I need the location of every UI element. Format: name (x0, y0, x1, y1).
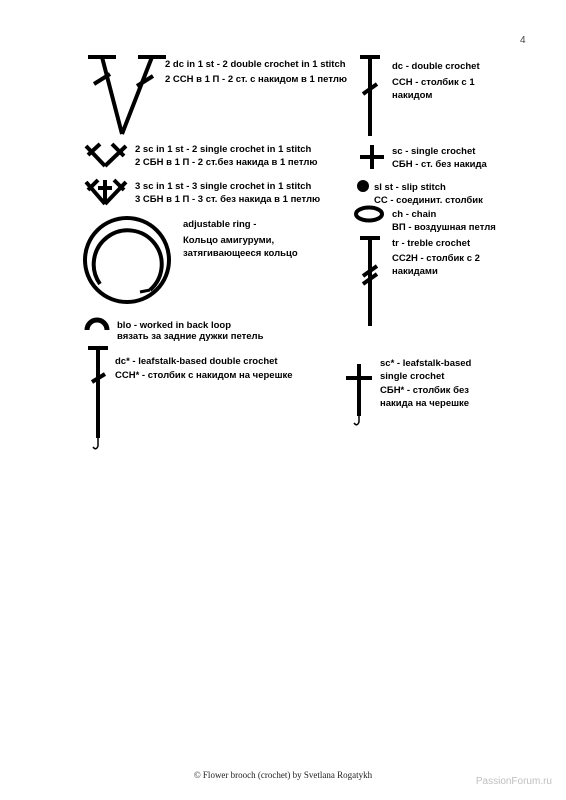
treble-icon (356, 234, 386, 329)
blo-en: blo - worked in back loop (117, 320, 232, 331)
tr-en: tr - treble crochet (392, 238, 471, 249)
dc-en: dc - double crochet (392, 61, 480, 72)
footer-copyright: © Flower brooch (crochet) by Svetlana Rogatykh (193, 770, 373, 780)
sc-en: sc - single crochet (392, 146, 476, 157)
slst-en: sl st - slip stitch (374, 182, 446, 193)
ring-ru-1: Кольцо амигуруми, (183, 235, 275, 246)
ring-en: adjustable ring - (183, 219, 257, 230)
dc-ru-1: ССН - столбик с 1 (392, 77, 475, 88)
sc-leafstalk-icon (343, 360, 375, 430)
three-sc-icon (82, 176, 130, 208)
dc-ru-2: накидом (392, 90, 433, 101)
dc-leaf-en: dc* - leafstalk-based double crochet (115, 356, 278, 367)
three-sc-ru: 3 СБН в 1 П - 3 ст. без накида в 1 петлю (135, 194, 321, 205)
two-sc-en: 2 sc in 1 st - 2 single crochet in 1 stitch (135, 144, 312, 155)
ch-en: ch - chain (392, 209, 437, 220)
ch-ru: ВП - воздушная петля (392, 222, 496, 233)
dc-leafstalk-icon (84, 344, 114, 454)
sc-ru: СБН - ст. без накида (392, 159, 487, 170)
two-dc-ru: 2 ССН в 1 П - 2 ст. с накидом в 1 петлю (165, 74, 348, 85)
two-dc-en: 2 dc in 1 st - 2 double crochet in 1 stitch (165, 59, 346, 70)
three-sc-en: 3 sc in 1 st - 3 single crochet in 1 stitch (135, 181, 312, 192)
tr-ru-2: накидами (392, 266, 438, 277)
two-dc-icon (80, 52, 170, 142)
blo-icon (84, 316, 110, 332)
sc-leaf-en-1: sc* - leafstalk-based (380, 358, 472, 369)
sc-leaf-ru-1: СБН* - столбик без (380, 385, 469, 396)
ring-ru-2: затягивающееся кольцо (183, 248, 298, 259)
page-number: 4 (520, 35, 526, 46)
blo-ru: вязать за задние дужки петель (117, 331, 264, 342)
dc-icon (356, 52, 386, 142)
sc-icon (358, 142, 386, 172)
slst-ru: СС - соединит. столбик (374, 195, 483, 206)
tr-ru-1: СС2Н - столбик с 2 (392, 253, 480, 264)
two-sc-icon (82, 140, 130, 170)
sc-leaf-en-2: single crochet (380, 371, 445, 382)
watermark: PassionForum.ru (475, 776, 552, 787)
chain-icon (352, 204, 386, 224)
two-sc-ru: 2 СБН в 1 П - 2 ст.без накида в 1 петлю (135, 157, 318, 168)
dc-leaf-ru: ССН* - столбик с накидом на черешке (115, 370, 293, 381)
sc-leaf-ru-2: накида на черешке (380, 398, 470, 409)
adjustable-ring-icon (80, 212, 175, 307)
slip-stitch-icon (355, 178, 371, 194)
